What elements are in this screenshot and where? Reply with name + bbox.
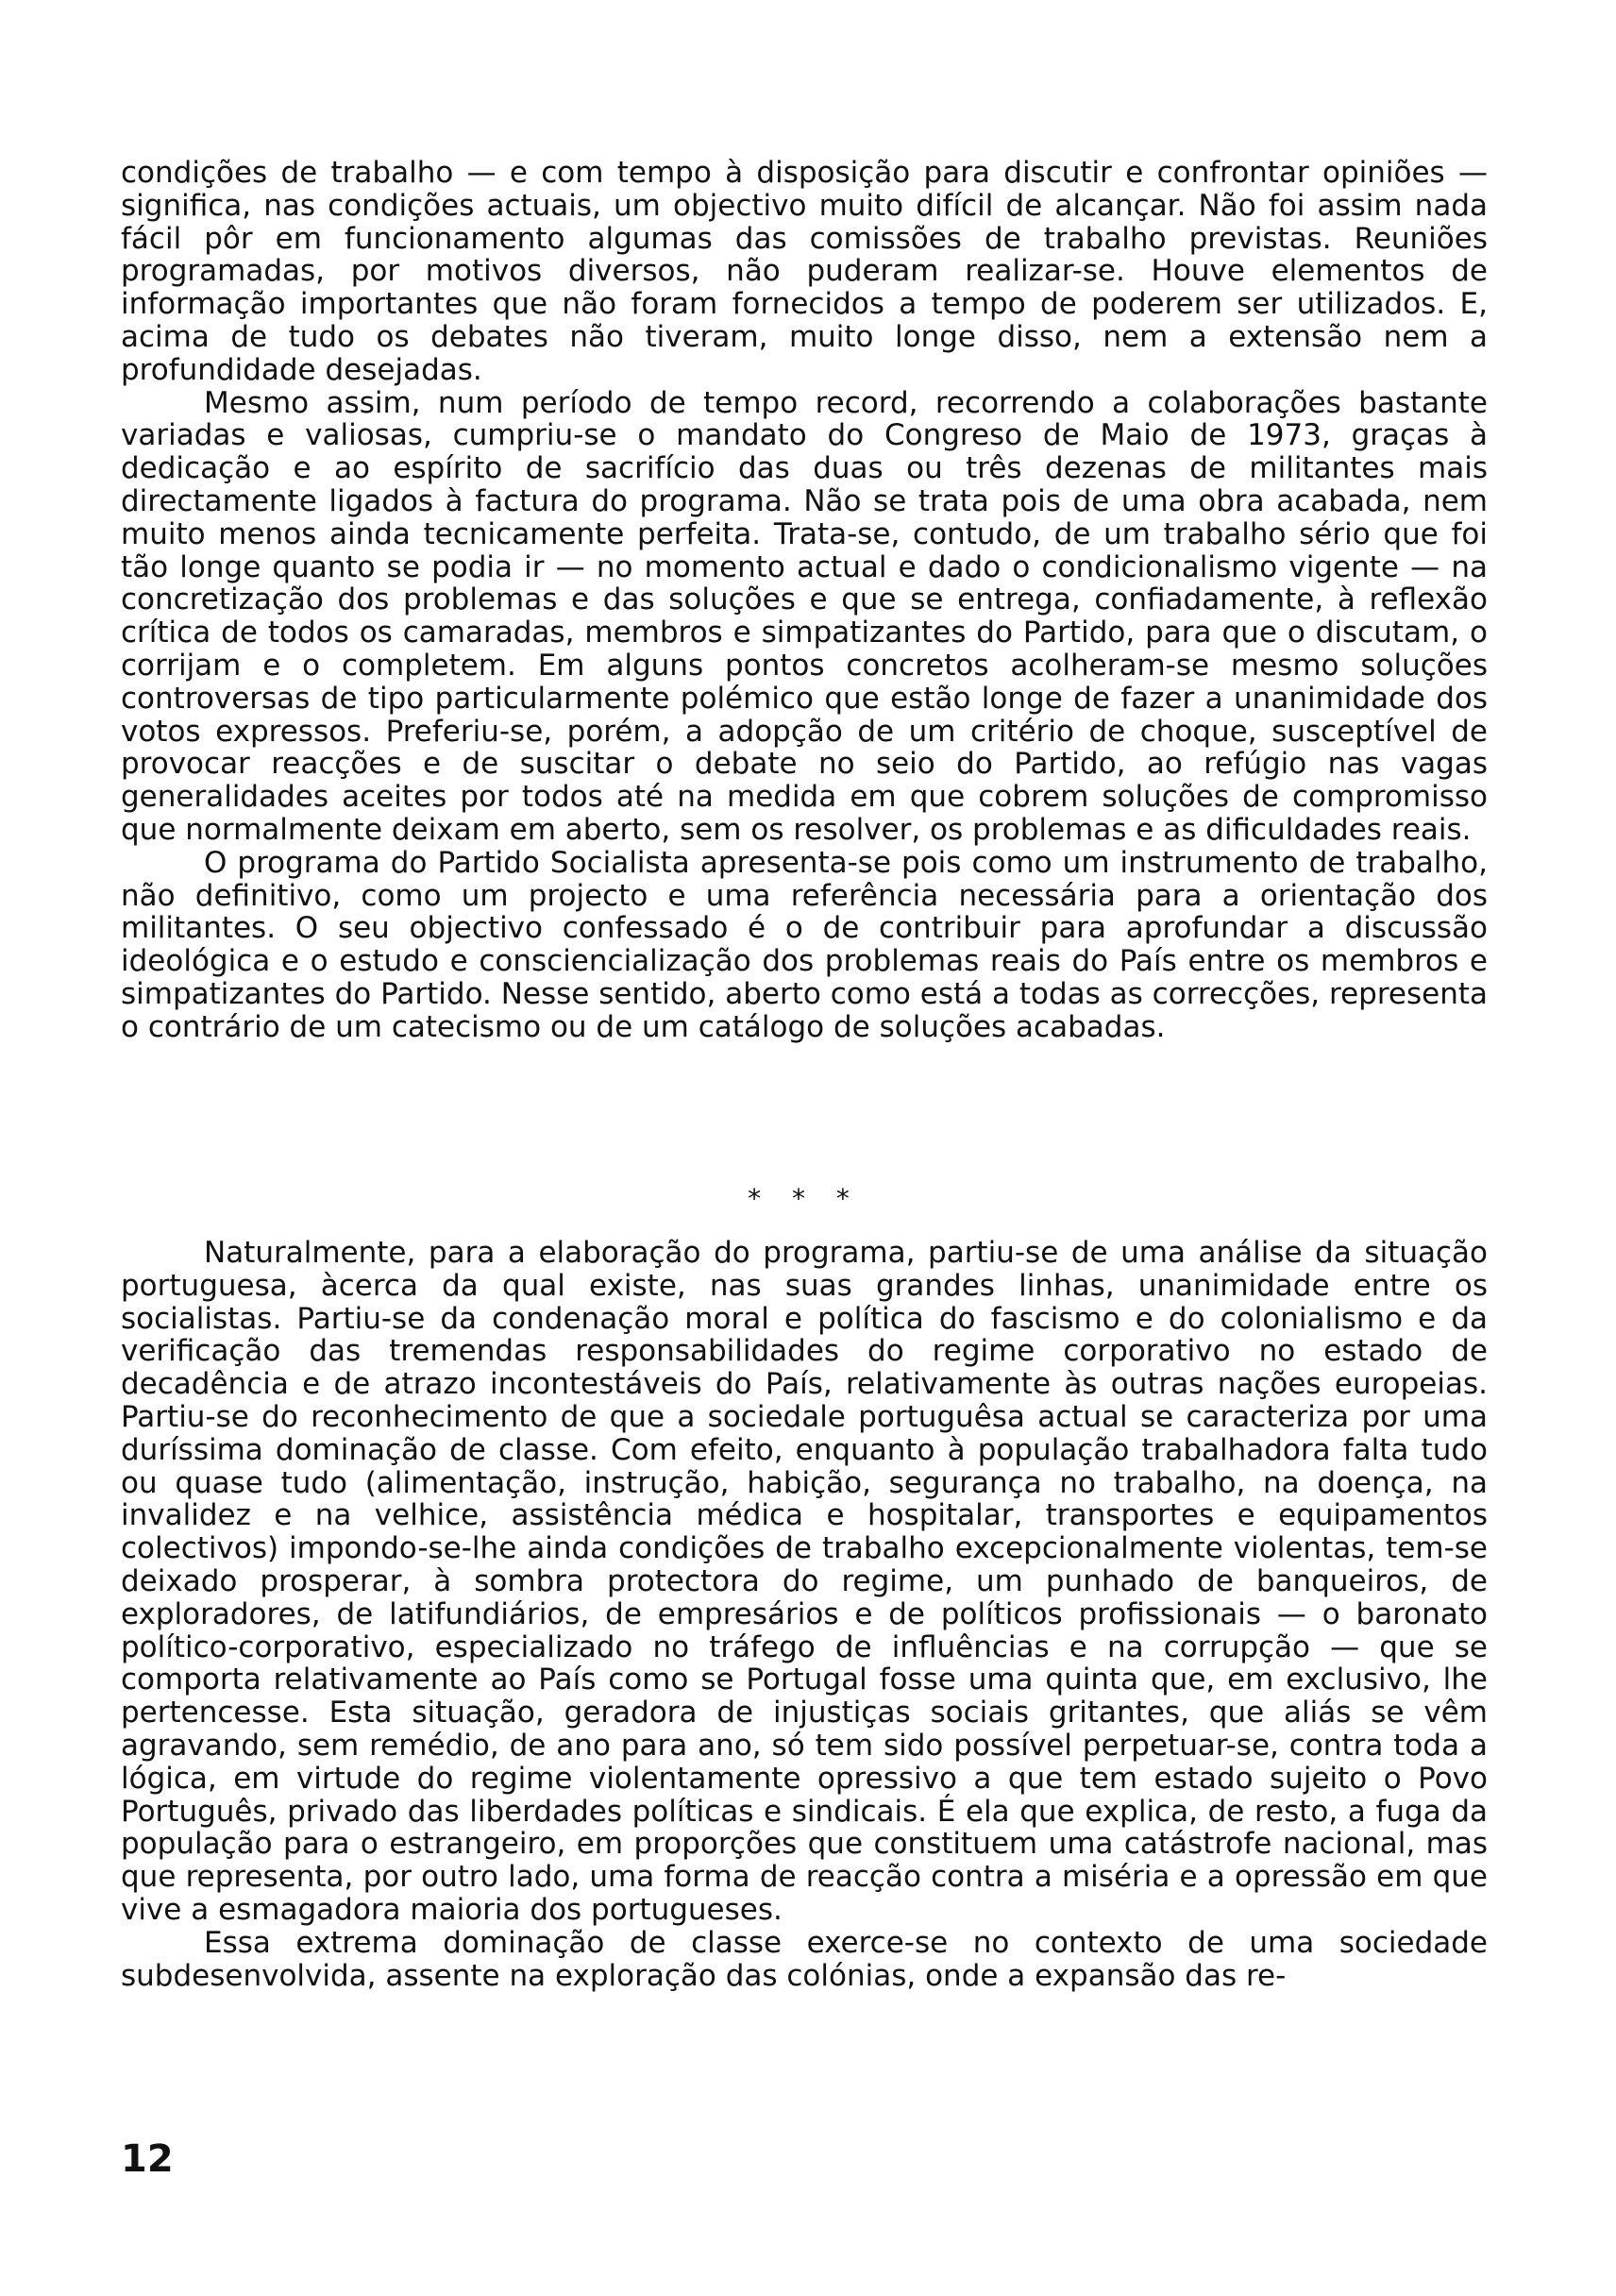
page-number: 12 (121, 2137, 174, 2181)
text-block-analysis (121, 1237, 1488, 1992)
paragraph: O programa do Partido Socialista apresenta-se pois como um instrumento de trabalho, não definitivo, como um projecto e uma referência necessária para a orientação dos militantes. O seu objectivo confessado é o de contribuir para aprofundar a discussão ideológica e o estudo e consciencialização dos problemas reais do País entre os membros e simpatizantes do Partido. Nesse sentido, aberto como está a todas as correcções, representa o contrário de um catecismo ou de um catálogo de soluções acabadas. (121, 845, 1488, 1044)
paragraph: Essa extrema dominação de classe exerce-se no contexto de uma sociedade subdesenvolvida, assente na exploração das colónias, onde a expansão das re- (121, 1925, 1488, 1993)
paragraph: condições de trabalho — e com tempo à disposição para discutir e confrontar opiniões — significa, nas condições actuais, um objectivo muito difícil de alcançar. Não foi assim nada fácil pôr em funcionamento algumas das comissões de trabalho previstas. Reuniões programadas, por motivos diversos, não puderam realizar-se. Houve elementos de informação importantes que não foram fornecidos a tempo de poderem ser utilizados. E, acima de tudo os debates não tiveram, muito longe disso, nem a extensão nem a profundidade desejadas. (121, 156, 1488, 387)
text-block-intro (121, 157, 1488, 1044)
paragraph: Mesmo assim, num período de tempo record, recorrendo a colaborações bastante variadas e valiosas, cumpriu-se o mandato do Congreso de Maio de 1973, graças à dedicação e ao espírito de sacrifício das duas ou três dezenas de militantes mais directamente ligados à factura do programa. Não se trata pois de uma obra acabada, nem muito menos ainda tecnicamente perfeita. Trata-se, contudo, de um trabalho sério que foi tão longe quanto se podia ir — no momento actual e dado o condicionalismo vigente — na concretização dos problemas e das soluções e que se entrega, confiadamente, à reflexão crítica de todos os camaradas, membros e simpatizantes do Partido, para que o discutam, o corrijam e o completem. Em alguns pontos concretos acolheram-se mesmo soluções controversas de tipo particularmente polémico que estão longe de fazer a unanimidade dos votos expressos. Preferiu-se, porém, a adopção de um critério de choque, susceptível de provocar reacções e de suscitar o debate no seio do Partido, ao refúgio nas vagas generalidades aceites por todos até na medida em que cobrem soluções de compromisso que normalmente deixam em aberto, sem os resolver, os problemas e as dificuldades reais. (121, 385, 1488, 847)
section-separator: * * * (748, 1183, 861, 1214)
paragraph: Naturalmente, para a elaboração do programa, partiu-se de uma análise da situação portuguesa, àcerca da qual existe, nas suas grandes linhas, unanimidade entre os socialistas. Partiu-se da condenação moral e política do fascismo e do colonialismo e da verificação das tremendas responsabilidades do regime corporativo no estado de decadência e de atrazo incontestáveis do País, relativamente às outras nações europeias. Partiu-se do reconhecimento de que a sociedale portuguêsa actual se caracteriza por uma duríssima dominação de classe. Com efeito, enquanto à população trabalhadora falta tudo ou quase tudo (alimentação, instrução, habição, segurança no trabalho, na doença, na invalidez e na velhice, assistência médica e hospitalar, transportes e equipamentos colectivos) impondo-se-lhe ainda condições de trabalho excepcionalmente violentas, tem-se deixado prosperar, à sombra protectora do regime, um punhado de banqueiros, de exploradores, de latifundiários, de empresários e de políticos profissionais — o baronato político-corporativo, especializado no tráfego de influências e na corrupção — que se comporta relativamente ao País como se Portugal fosse uma quinta que, em exclusivo, lhe pertencesse. Esta situação, geradora de injustiças sociais gritantes, que aliás se vêm agravando, sem remédio, de ano para ano, só tem sido possível perpetuar-se, contra toda a lógica, em virtude do regime violentamente opressivo a que tem estado sujeito o Povo Português, privado das liberdades políticas e sindicais. É ela que explica, de resto, a fuga da população para o estrangeiro, em proporções que constituem uma catástrofe nacional, mas que representa, por outro lado, uma forma de reacção contra a miséria e a opressão em que vive a esmagadora maioria dos portugueses. (121, 1236, 1488, 1927)
